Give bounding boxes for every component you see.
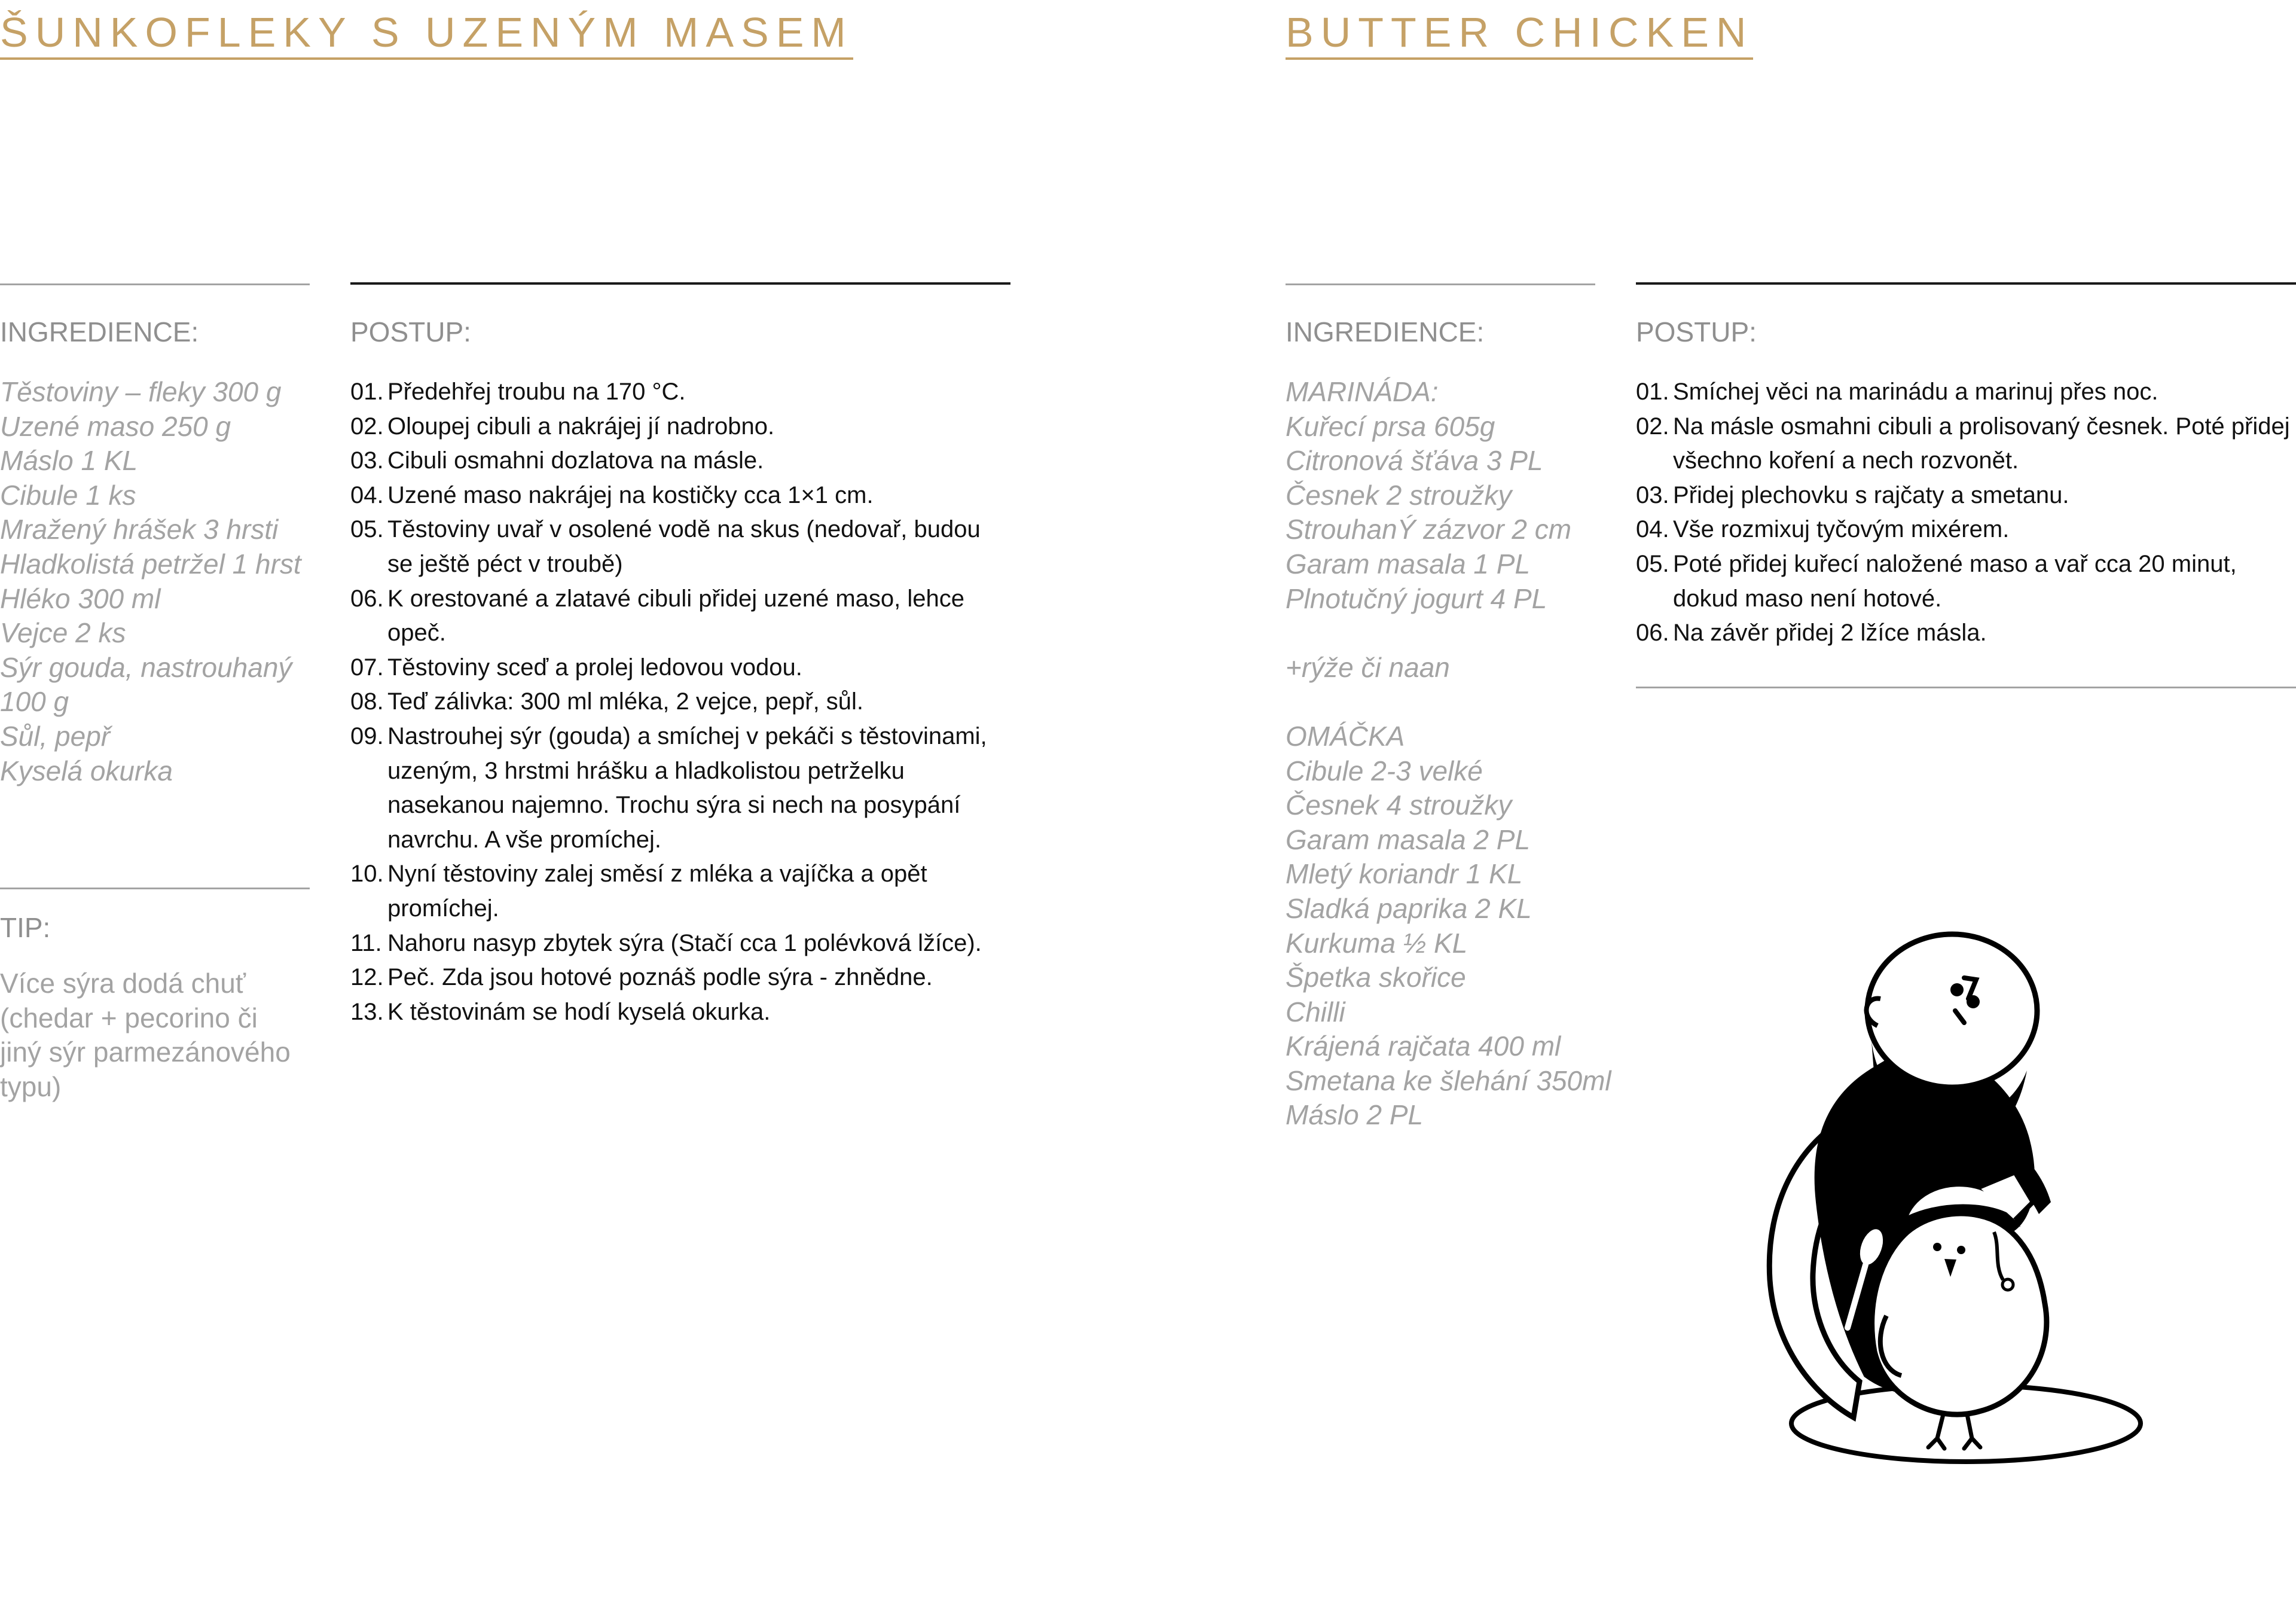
ingredient-item: Kyselá okurka: [0, 755, 173, 786]
step-item: [1636, 547, 2296, 616]
step-number: 13.: [350, 998, 384, 1025]
step-number: 09.: [350, 722, 384, 749]
ingredient-item: Garam masala 2 PL: [1286, 824, 1531, 855]
ingredient-item: Máslo 2 PL: [1286, 1099, 1424, 1131]
ingredient-item: Smetana ke šlehání 350ml: [1286, 1065, 1611, 1096]
step-item: [350, 926, 1010, 961]
step-item: [350, 719, 1010, 857]
step-number: 03.: [350, 447, 384, 474]
ingredient-item: Mražený hrášek 3 hrsti: [0, 514, 279, 545]
steps-divider: [350, 282, 1010, 285]
step-text: Přidej plechovku s rajčaty a smetanu.: [1673, 481, 2069, 508]
step-text: Na másle osmahni cibuli a prolisovaný česnek. Poté přidej všechno koření a nech rozvonět.: [1673, 413, 2290, 474]
step-text: Uzené maso nakrájej na kostičky cca 1×1 cm.: [387, 481, 874, 508]
step-text: Na závěr přidej 2 lžíce másla.: [1673, 620, 1987, 647]
step-item: [350, 375, 1010, 410]
ingredient-item: Česnek 2 stroužky: [1286, 479, 1512, 511]
tip-divider: [0, 888, 310, 889]
step-text: Smíchej věci na marinádu a marinuj přes noc.: [1673, 379, 2158, 405]
ingredients-list: [1286, 375, 1611, 1133]
step-item: [350, 513, 1010, 581]
step-text: Oloupej cibuli a nakrájej jí nadrobno.: [387, 413, 775, 440]
ingredient-item: Sůl, pepř: [0, 720, 111, 752]
step-item: [1636, 616, 2296, 651]
ingredient-item: Kuřecí prsa 605g: [1286, 410, 1495, 442]
ingredient-item: Mletý koriandr 1 KL: [1286, 858, 1523, 890]
step-text: Cibuli osmahni dozlatova na másle.: [387, 447, 764, 474]
step-number: 02.: [350, 413, 384, 440]
steps-end-divider: [1636, 687, 2296, 688]
step-number: 03.: [1636, 481, 1669, 508]
ingredient-item: StrouhanÝ zázvor 2 cm: [1286, 514, 1572, 545]
ingredient-item: Cibule 2-3 velké: [1286, 755, 1483, 786]
ingredient-item: Kurkuma ½ KL: [1286, 927, 1468, 959]
step-text: Těstoviny sceď a prolej ledovou vodou.: [387, 654, 802, 681]
step-item: [1636, 375, 2296, 410]
step-number: 07.: [350, 654, 384, 681]
ingredients-divider: [1286, 283, 1595, 285]
step-item: [350, 444, 1010, 478]
step-number: 05.: [1636, 550, 1669, 577]
step-text: Předehřej troubu na 170 °C.: [387, 379, 686, 405]
steps-heading: POSTUP:: [350, 316, 471, 347]
step-number: 01.: [350, 379, 384, 405]
step-number: 06.: [1636, 620, 1669, 647]
step-number: 02.: [1636, 413, 1669, 440]
ingredient-item: Hléko 300 ml: [0, 583, 161, 614]
step-number: 01.: [1636, 379, 1669, 405]
tip-heading: TIP:: [0, 912, 51, 943]
step-item: [1636, 410, 2296, 478]
ingredients-heading: INGREDIENCE:: [0, 316, 199, 347]
step-text: Teď zálivka: 300 ml mléka, 2 vejce, pepř, sůl.: [387, 688, 864, 715]
step-number: 11.: [350, 929, 382, 956]
steps-list: [350, 375, 1010, 1029]
ingredient-item: Citronová šťáva 3 PL: [1286, 445, 1543, 477]
step-number: 04.: [1636, 516, 1669, 543]
ingredient-item: Vejce 2 ks: [0, 617, 126, 649]
ingredient-item: 100 g: [0, 686, 69, 718]
ingredient-item: Chilli: [1286, 996, 1345, 1027]
step-item: [1636, 478, 2296, 513]
spacer: [1286, 685, 1611, 719]
ingredient-item: Cibule 1 ks: [0, 479, 136, 511]
step-item: [350, 582, 1010, 651]
step-item: [350, 857, 1010, 926]
spacer: [1286, 616, 1611, 651]
tip-text: Více sýra dodá chuť (chedar + pecorino či jiný sýr parmezánového typu): [0, 968, 291, 1102]
step-item: [1636, 513, 2296, 547]
recipe-title: ŠUNKOFLEKY S UZENÝM MASEM: [0, 7, 853, 60]
ingredients-divider: [0, 283, 310, 285]
recipe-title: BUTTER CHICKEN: [1286, 7, 1753, 60]
ingredient-item: Česnek 4 stroužky: [1286, 789, 1512, 821]
ingredient-item: Plnotučný jogurt 4 PL: [1286, 583, 1547, 614]
step-text: Těstoviny uvař v osolené vodě na skus (nedovař, budou se ještě péct v troubě): [387, 516, 981, 577]
ingredient-item: Špetka skořice: [1286, 962, 1466, 993]
ingredient-item: Garam masala 1 PL: [1286, 548, 1531, 580]
step-item: [350, 478, 1010, 513]
step-number: 05.: [350, 516, 384, 543]
ingredient-item: Máslo 1 KL: [0, 445, 138, 477]
step-number: 06.: [350, 585, 384, 612]
step-text: Vše rozmixuj tyčovým mixérem.: [1673, 516, 2010, 543]
steps-heading: POSTUP:: [1636, 316, 1757, 347]
ingredient-item: Krájená rajčata 400 ml: [1286, 1030, 1561, 1062]
steps-divider: [1636, 282, 2296, 285]
sauce-heading: OMÁČKA: [1286, 720, 1405, 752]
ingredients-heading: INGREDIENCE:: [1286, 316, 1485, 347]
ingredient-item: Sýr gouda, nastrouhaný: [0, 651, 292, 683]
ingredients-list: [0, 375, 301, 788]
step-number: 08.: [350, 688, 384, 715]
step-text: K těstovinám se hodí kyselá okurka.: [387, 998, 771, 1025]
steps-list: [1636, 375, 2296, 651]
ingredient-item: Těstoviny – fleky 300 g: [0, 376, 282, 407]
step-item: [350, 960, 1010, 995]
ingredient-item: Uzené maso 250 g: [0, 410, 231, 442]
step-text: Nahoru nasyp zbytek sýra (Stačí cca 1 polévková lžíce).: [387, 929, 982, 956]
marinade-heading: MARINÁDA:: [1286, 376, 1439, 407]
chef-with-chicken-illustration: [1758, 921, 2188, 1471]
ingredient-item: Sladká paprika 2 KL: [1286, 892, 1532, 924]
ingredient-item: Hladkolistá petržel 1 hrst: [0, 548, 301, 580]
step-item: [350, 995, 1010, 1030]
step-number: 10.: [350, 861, 384, 888]
step-item: [350, 685, 1010, 719]
step-text: Poté přidej kuřecí naložené maso a vař cca 20 minut, dokud maso není hotové.: [1673, 550, 2237, 612]
step-item: [350, 410, 1010, 444]
step-number: 04.: [350, 481, 384, 508]
step-text: K orestované a zlatavé cibuli přidej uzené maso, lehce opeč.: [387, 585, 964, 647]
step-text: Peč. Zda jsou hotové poznáš podle sýra - zhnědne.: [387, 964, 933, 991]
step-item: [350, 651, 1010, 685]
step-text: Nastrouhej sýr (gouda) a smíchej v pekáči s těstovinami, uzeným, 3 hrstmi hrášku a hladkolistou petrželku nasekanou najemno. Trochu sýra si nech na posypání navrchu. A vše promíchej.: [387, 722, 987, 853]
step-text: Nyní těstoviny zalej směsí z mléka a vajíčka a opět promíchej.: [387, 861, 927, 922]
side-dish: +rýže či naan: [1286, 651, 1450, 683]
step-number: 12.: [350, 964, 384, 991]
